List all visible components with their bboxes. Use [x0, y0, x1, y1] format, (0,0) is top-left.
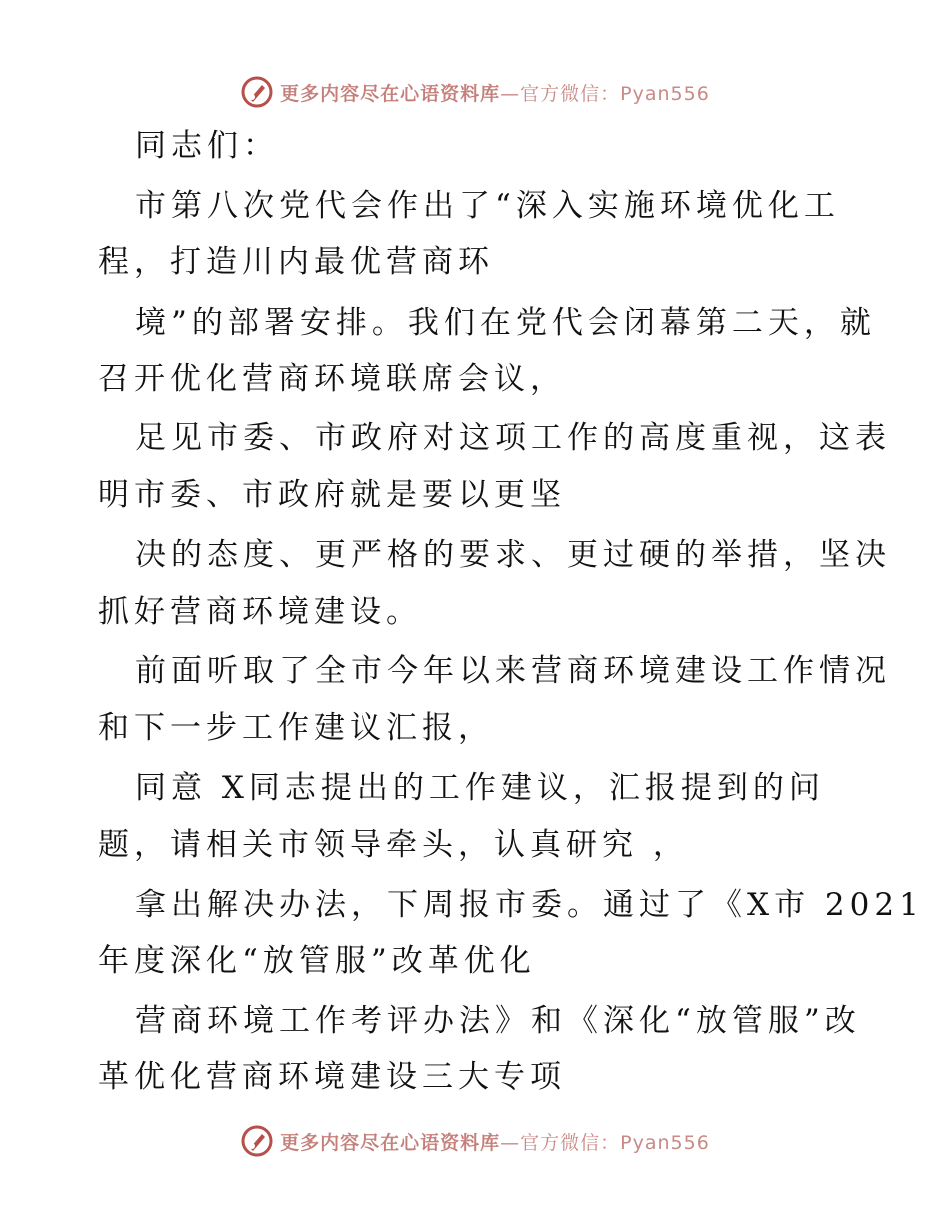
salutation-line: 同志们：	[135, 128, 279, 164]
paragraph-line: 前面听取了全市今年以来营商环境建设工作情况	[135, 653, 891, 689]
paragraph-line: 足见市委、市政府对这项工作的高度重视，这表	[135, 420, 891, 456]
paragraph-line: 营商环境工作考评办法》和《深化“放管服”改	[135, 1003, 861, 1039]
watermark-bold-text: 更多内容尽在心语资料库	[280, 82, 501, 105]
paragraph-line: 抓好营商环境建设。	[98, 594, 422, 630]
paragraph-line: 革优化营商环境建设三大专项	[98, 1059, 566, 1095]
header-watermark	[0, 72, 950, 112]
paragraph-line: 召开优化营商环境联席会议，	[98, 361, 566, 397]
paragraph-line: 明市委、市政府就是要以更坚	[98, 477, 566, 513]
paragraph-line: 拿出解决办法，下周报市委。通过了《X市 2021	[135, 887, 924, 923]
paragraph-line: 境”的部署安排。我们在党代会闭幕第二天，就	[135, 305, 876, 341]
footer-watermark	[0, 1121, 950, 1161]
paragraph-line: 市第八次党代会作出了“深入实施环境优化工	[135, 188, 840, 224]
paragraph-line: 决的态度、更严格的要求、更过硬的举措，坚决	[135, 537, 891, 573]
watermark-text	[280, 79, 710, 106]
paragraph-line: 题，请相关市领导牵头，认真研究 ，	[98, 827, 689, 863]
paragraph-line: 程，打造川内最优营商环	[98, 244, 494, 280]
watermark-rest-text: —官方微信：Pyan556	[500, 82, 710, 105]
watermark-bold-text: 更多内容尽在心语资料库	[280, 1131, 501, 1154]
paragraph-line: 和下一步工作建议汇报，	[98, 710, 494, 746]
watermark-text	[280, 1128, 710, 1155]
paragraph-line: 年度深化“放管服”改革优化	[98, 943, 536, 979]
paragraph-line: 同意 X同志提出的工作建议，汇报提到的问	[135, 770, 825, 806]
fountain-pen-seal-icon	[240, 75, 274, 109]
fountain-pen-seal-icon	[240, 1124, 274, 1158]
watermark-rest-text: —官方微信：Pyan556	[500, 1131, 710, 1154]
